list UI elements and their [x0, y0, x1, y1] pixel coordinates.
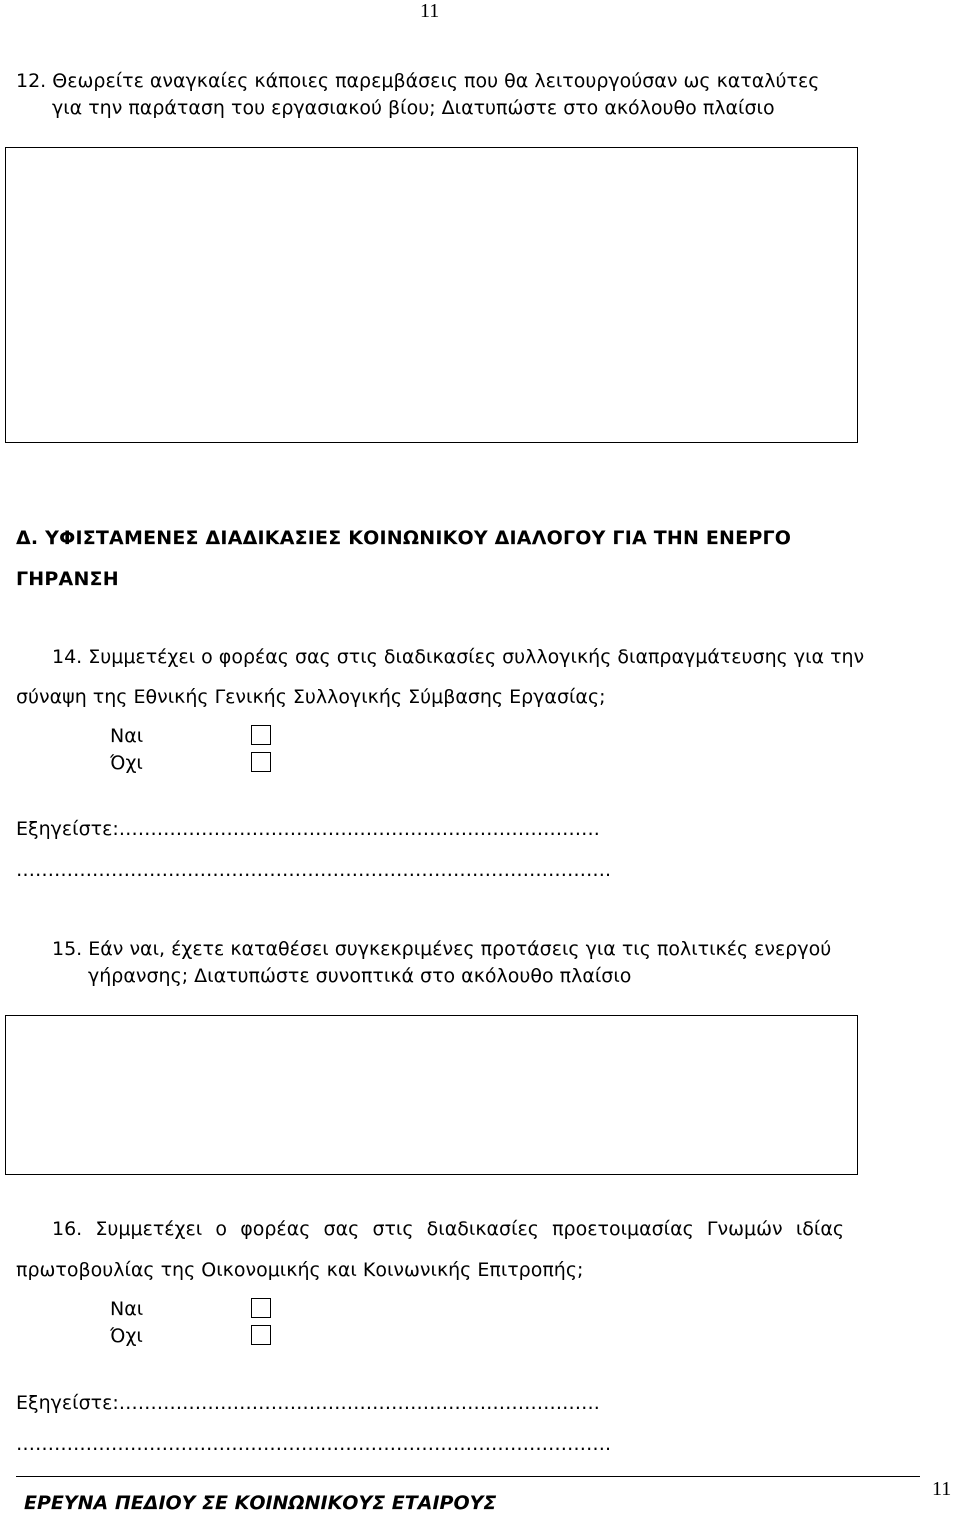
q14-dotted-line[interactable]: ………………………………………………………………………………….: [16, 859, 612, 881]
question-16-line2: πρωτοβουλίας της Οικονομικής και Κοινωνικής Επιτροπής;: [16, 1259, 584, 1281]
q16-yes-checkbox[interactable]: [251, 1298, 271, 1318]
section-d-title-line1: Δ. ΥΦΙΣΤΑΜΕΝΕΣ ΔΙΑΔΙΚΑΣΙΕΣ ΚΟΙΝΩΝΙΚΟΥ ΔΙΑΛΟΓΟΥ ΓΙΑ ΤΗΝ ΕΝΕΡΓΟ: [16, 527, 792, 549]
answer-box-q12[interactable]: [5, 147, 858, 443]
question-14-line2: σύναψη της Εθνικής Γενικής Συλλογικής Σύμβασης Εργασίας;: [16, 686, 606, 708]
answer-box-q15[interactable]: [5, 1015, 858, 1175]
q14-no-label: Όχι: [110, 752, 143, 774]
question-14-line1: 14. Συμμετέχει ο φορέας σας στις διαδικασίες συλλογικής διαπραγμάτευσης για την: [52, 646, 865, 668]
footer-rule: [16, 1476, 920, 1477]
question-15-line2: γήρανσης; Διατυπώστε συνοπτικά στο ακόλουθο πλαίσιο: [88, 965, 632, 987]
page-number-top: 11: [420, 0, 440, 22]
q14-no-checkbox[interactable]: [251, 752, 271, 772]
q14-yes-checkbox[interactable]: [251, 725, 271, 745]
q14-yes-label: Ναι: [110, 725, 144, 747]
page-number-bottom: 11: [932, 1478, 952, 1500]
q16-explain-line[interactable]: Εξηγείστε:………………………………………………………………….: [16, 1392, 600, 1414]
q16-no-checkbox[interactable]: [251, 1325, 271, 1345]
q16-yes-label: Ναι: [110, 1298, 144, 1320]
question-16-line1: 16. Συμμετέχει ο φορέας σας στις διαδικασίες προετοιμασίας Γνωμών ιδίας: [52, 1218, 844, 1240]
q16-no-label: Όχι: [110, 1325, 143, 1347]
footer-title: ΕΡΕΥΝΑ ΠΕΔΙΟΥ ΣΕ ΚΟΙΝΩΝΙΚΟΥΣ ΕΤΑΙΡΟΥΣ: [24, 1492, 497, 1514]
q14-explain-line[interactable]: Εξηγείστε:………………………………………………………………….: [16, 818, 600, 840]
question-12-line2: για την παράταση του εργασιακού βίου; Διατυπώστε στο ακόλουθο πλαίσιο: [52, 97, 775, 119]
question-12-line1: 12. Θεωρείτε αναγκαίες κάποιες παρεμβάσεις που θα λειτουργούσαν ως καταλύτες: [16, 70, 820, 92]
section-d-title-line2: ΓΗΡΑΝΣΗ: [16, 568, 119, 590]
question-15-line1: 15. Εάν ναι, έχετε καταθέσει συγκεκριμένες προτάσεις για τις πολιτικές ενεργού: [52, 938, 832, 960]
q16-dotted-line[interactable]: ………………………………………………………………………………….: [16, 1433, 612, 1455]
